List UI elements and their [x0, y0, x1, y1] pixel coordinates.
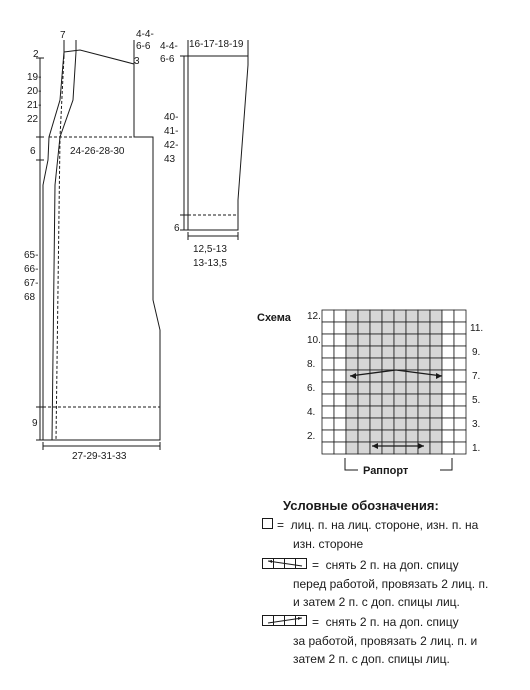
chart-cell	[454, 442, 466, 454]
chart-cell	[406, 334, 418, 346]
chart-cell	[322, 394, 334, 406]
chart-cell	[454, 394, 466, 406]
chart-cell	[346, 406, 358, 418]
chart-cell	[358, 406, 370, 418]
chart-cell	[382, 418, 394, 430]
chart-cell	[394, 322, 406, 334]
chart-cell	[418, 322, 430, 334]
chart-cell	[370, 334, 382, 346]
chart-cell	[418, 382, 430, 394]
row-label-12: 12.	[307, 311, 321, 322]
sleeve-top-width: 16-17-18-19	[189, 39, 244, 50]
chart-cell	[406, 430, 418, 442]
sleeve-bottom-2: 13-13,5	[193, 258, 227, 269]
chart-cell	[334, 310, 346, 322]
chart-cell	[322, 418, 334, 430]
body-label-3: 67-	[24, 278, 39, 289]
chart-cell	[322, 346, 334, 358]
chart-cell	[370, 310, 382, 322]
chart-cell	[370, 418, 382, 430]
sleeve-cuff-6: 6	[174, 223, 180, 234]
chart-cell	[394, 442, 406, 454]
chart-cell	[334, 418, 346, 430]
chart-cell	[454, 370, 466, 382]
row-label-10: 10.	[307, 335, 321, 346]
chart-cell	[382, 310, 394, 322]
legend-item-cross-left	[262, 557, 459, 574]
chart-cell	[406, 406, 418, 418]
chart-cell	[442, 358, 454, 370]
chart-cell	[346, 442, 358, 454]
chart-cell	[394, 358, 406, 370]
chart-cell	[322, 442, 334, 454]
chart-cell	[442, 310, 454, 322]
chart-cell	[430, 394, 442, 406]
front-dashed-line	[56, 56, 64, 440]
chart-cell	[370, 358, 382, 370]
chart-cell	[370, 322, 382, 334]
armhole-label-1: 19-	[27, 72, 42, 83]
chart-cell	[454, 418, 466, 430]
chart-cell	[394, 310, 406, 322]
row-label-1: 1.	[472, 443, 481, 454]
chart-cell	[322, 310, 334, 322]
chart-cell	[430, 334, 442, 346]
chart-cell	[442, 418, 454, 430]
label-6: 6	[30, 146, 36, 157]
chart-cell	[418, 418, 430, 430]
chart-cell	[358, 442, 370, 454]
chart-cell	[334, 394, 346, 406]
chart-cell	[454, 346, 466, 358]
bottom-width-label: 27-29-31-33	[72, 451, 127, 462]
chart-cell	[418, 346, 430, 358]
row-label-4: 4.	[307, 407, 316, 418]
chart-cell	[382, 358, 394, 370]
body-label-4: 68	[24, 292, 36, 303]
chart-cell	[442, 382, 454, 394]
chart-cell	[358, 358, 370, 370]
row-label-9: 9.	[472, 347, 481, 358]
chart-cell	[370, 382, 382, 394]
chart-cell	[430, 442, 442, 454]
chart-cell	[418, 394, 430, 406]
chart-cell	[346, 334, 358, 346]
chart-cell	[346, 394, 358, 406]
chart-cell	[358, 370, 370, 382]
chart-cell	[442, 322, 454, 334]
chart-cell	[394, 346, 406, 358]
chart-cell	[382, 394, 394, 406]
row-label-6: 6.	[307, 383, 316, 394]
legend-item-knit	[262, 517, 478, 534]
label-9: 9	[32, 418, 38, 429]
chart-cell	[418, 310, 430, 322]
legend-line: перед работой, провязать 2 лиц. п.	[293, 577, 489, 591]
chart-cell	[418, 406, 430, 418]
chart-cell	[442, 442, 454, 454]
chart-cell	[334, 382, 346, 394]
chart-cell	[346, 418, 358, 430]
chart-cell	[358, 346, 370, 358]
chart-cell	[430, 310, 442, 322]
chart-cell	[454, 310, 466, 322]
chart-cell	[382, 442, 394, 454]
chart-cell	[406, 346, 418, 358]
sleeve-length-1: 40-	[164, 112, 179, 123]
label-3: 3	[134, 56, 140, 67]
chart-cell	[322, 370, 334, 382]
chart-cell	[418, 334, 430, 346]
chart-cell	[322, 430, 334, 442]
chart-cell	[346, 430, 358, 442]
chart-cell	[358, 334, 370, 346]
label-top-right-1: 4-4-	[136, 29, 154, 40]
chart-cell	[442, 334, 454, 346]
chart-cell	[322, 406, 334, 418]
chart-cell	[358, 322, 370, 334]
legend-line: изн. стороне	[293, 537, 364, 551]
legend-line: = снять 2 п. на доп. спицу	[312, 558, 459, 572]
body-label-1: 65-	[24, 250, 39, 261]
chart-cell	[334, 346, 346, 358]
front-neckline	[52, 52, 76, 440]
chart-cell	[454, 382, 466, 394]
chart-cell	[394, 394, 406, 406]
cross-right-icon	[262, 614, 308, 631]
sleeve-top-left-1: 4-4-	[160, 41, 178, 52]
chart-cell	[358, 382, 370, 394]
chart-cell	[442, 346, 454, 358]
chart-cell	[346, 382, 358, 394]
chart-cell	[430, 430, 442, 442]
chart-cell	[334, 370, 346, 382]
chart-cell	[346, 322, 358, 334]
chart-cell	[346, 346, 358, 358]
chart-cell	[454, 358, 466, 370]
legend-title: Условные обозначения:	[283, 498, 439, 513]
chart-cell	[334, 334, 346, 346]
chart-cell	[442, 370, 454, 382]
chart-cell	[370, 346, 382, 358]
chart-cell	[430, 418, 442, 430]
chart-cell	[394, 406, 406, 418]
chart-cell	[334, 442, 346, 454]
chart-cell	[406, 394, 418, 406]
chart-cell	[322, 382, 334, 394]
chart-cell	[334, 358, 346, 370]
row-label-5: 5.	[472, 395, 481, 406]
sleeve-length-3: 42-	[164, 140, 179, 151]
chart-cell	[334, 322, 346, 334]
front-outline	[43, 50, 160, 440]
empty-square-icon	[262, 517, 273, 534]
legend-line: = снять 2 п. на доп. спицу	[312, 615, 459, 629]
chart-cell	[394, 370, 406, 382]
chart-cell	[358, 418, 370, 430]
row-label-8: 8.	[307, 359, 316, 370]
chart-cell	[322, 358, 334, 370]
chest-label: 24-26-28-30	[70, 146, 125, 157]
chart-cell	[358, 394, 370, 406]
chart-cell	[430, 406, 442, 418]
chart-cell	[430, 346, 442, 358]
chart-cell	[430, 382, 442, 394]
legend-item-cross-right	[262, 614, 459, 631]
repeat-label: Раппорт	[363, 465, 409, 477]
chart-cell	[370, 406, 382, 418]
chart-cell	[382, 334, 394, 346]
chart-cell	[406, 310, 418, 322]
chart-cell	[358, 310, 370, 322]
armhole-label-4: 22	[27, 114, 39, 125]
chart-cell	[382, 346, 394, 358]
chart-cell	[406, 442, 418, 454]
chart-cell	[358, 430, 370, 442]
chart-cell	[394, 382, 406, 394]
sleeve-outline	[188, 56, 248, 230]
chart-cell	[346, 358, 358, 370]
chart-cell	[442, 406, 454, 418]
chart-cell	[454, 406, 466, 418]
cross-left-icon	[262, 557, 308, 574]
chart-cell	[382, 430, 394, 442]
chart-cell	[430, 322, 442, 334]
chart-cell	[394, 418, 406, 430]
chart-cell	[442, 394, 454, 406]
armhole-label-2: 20-	[27, 86, 42, 97]
sleeve-top-left-2: 6-6	[160, 54, 175, 65]
chart-cell	[394, 334, 406, 346]
chart-cell	[430, 358, 442, 370]
row-label-7: 7.	[472, 371, 481, 382]
legend-line: и затем 2 п. с доп. спицы лиц.	[293, 595, 460, 609]
chart-cell	[382, 382, 394, 394]
chart-cell	[394, 430, 406, 442]
row-label-11: 11.	[470, 323, 484, 334]
chart-cell	[322, 322, 334, 334]
chart-cell	[334, 406, 346, 418]
chart-cell	[418, 370, 430, 382]
chart-cell	[454, 334, 466, 346]
label-2: 2	[33, 49, 39, 60]
chart-cell	[406, 358, 418, 370]
chart-cell	[334, 430, 346, 442]
chart-cell	[442, 430, 454, 442]
chart-cell	[322, 334, 334, 346]
chart-cell	[346, 310, 358, 322]
armhole-label-3: 21-	[27, 100, 42, 111]
sleeve-bottom-1: 12,5-13	[193, 244, 227, 255]
legend-line: затем 2 п. с доп. спицы лиц.	[293, 652, 450, 666]
row-label-3: 3.	[472, 419, 481, 430]
chart-cell	[382, 322, 394, 334]
chart-cell	[406, 322, 418, 334]
chart-cell	[382, 406, 394, 418]
chart-cell	[454, 322, 466, 334]
label-7: 7	[60, 30, 66, 41]
chart-cell	[370, 394, 382, 406]
sleeve-length-4: 43	[164, 154, 176, 165]
sleeve-pattern	[180, 40, 248, 240]
legend-line: за работой, провязать 2 лиц. п. и	[293, 634, 478, 648]
sleeve-length-2: 41-	[164, 126, 179, 137]
chart-cell	[406, 418, 418, 430]
chart-cell	[370, 430, 382, 442]
knit-chart	[322, 310, 466, 454]
legend-line: = лиц. п. на лиц. стороне, изн. п. на	[277, 518, 479, 532]
chart-cell	[454, 430, 466, 442]
chart-cell	[418, 430, 430, 442]
body-label-2: 66-	[24, 264, 39, 275]
chart-title: Схема	[257, 312, 291, 324]
chart-cell	[418, 358, 430, 370]
label-top-right-2: 6-6	[136, 41, 151, 52]
row-label-2: 2.	[307, 431, 316, 442]
chart-cell	[406, 382, 418, 394]
